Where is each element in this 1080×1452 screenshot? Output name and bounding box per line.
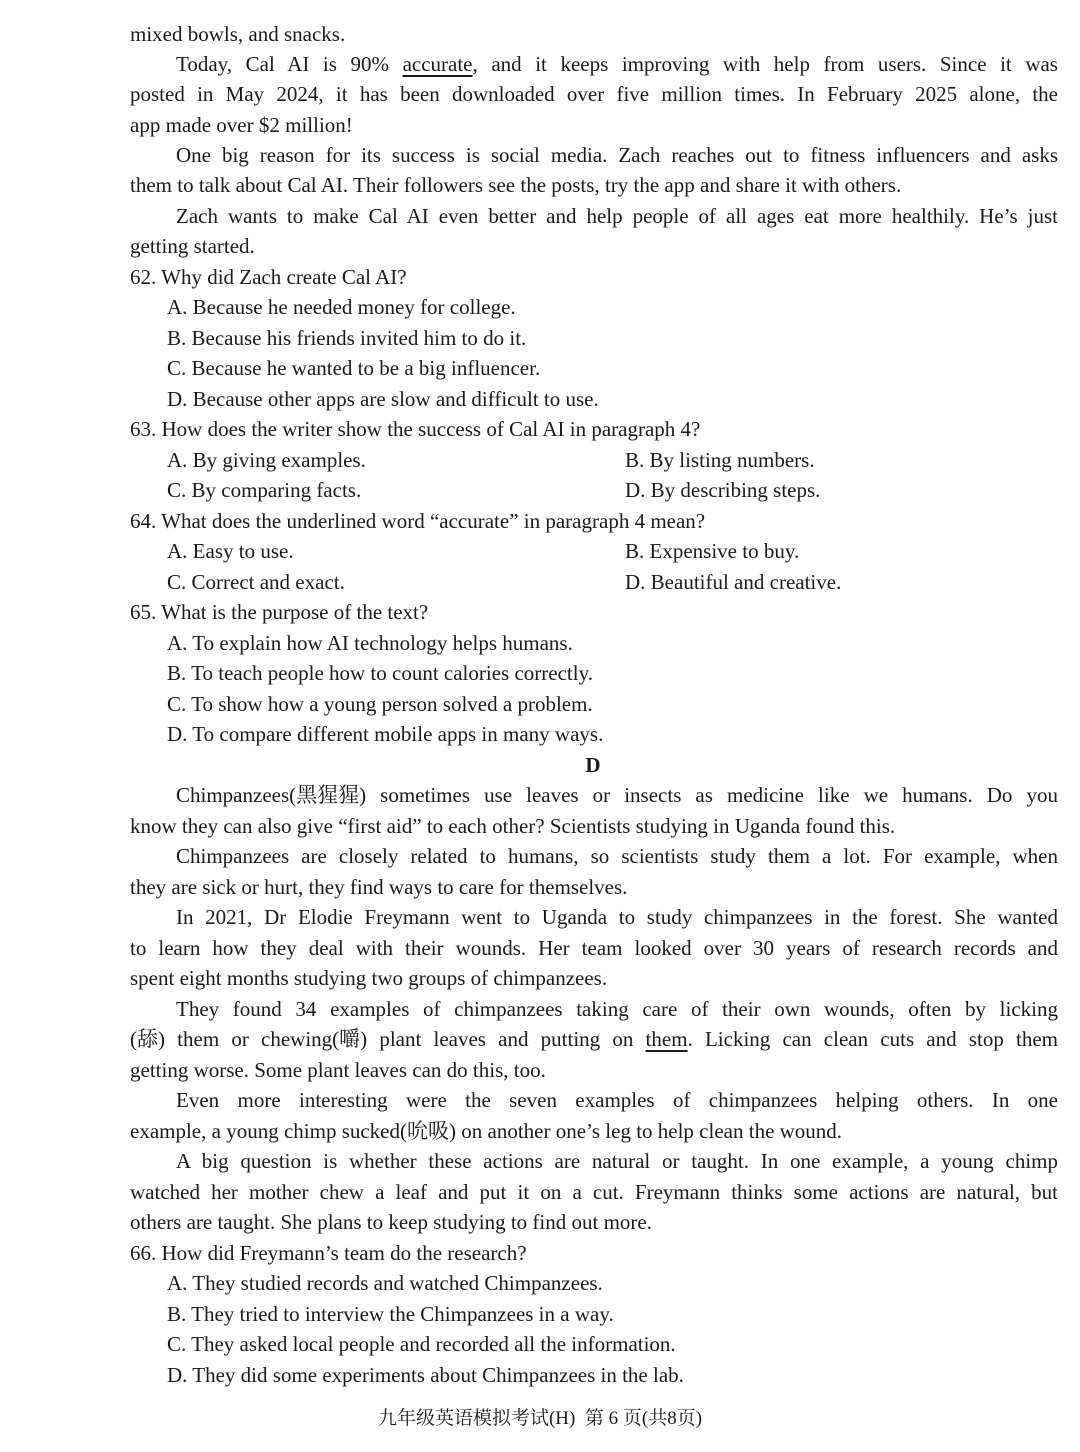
- page-footer: 九年级英语模拟考试(H) 第 6 页(共8页): [377, 1408, 703, 1429]
- text-run: (舔) them or chewing(嚼) plant leaves and putting on: [130, 1027, 646, 1051]
- passage-line: A big question is whether these actions are natural or taught. In one example, a young chimp: [176, 1149, 1058, 1173]
- passage-line: app made over $2 million!: [130, 113, 353, 137]
- passage-line: Chimpanzees(黑猩猩) sometimes use leaves or insects as medicine like we humans. Do you: [176, 783, 1058, 807]
- answer-option: B. By listing numbers.: [625, 448, 815, 472]
- answer-option: A. By giving examples.: [167, 448, 366, 472]
- answer-option: D. By describing steps.: [625, 478, 821, 502]
- answer-option: C. They asked local people and recorded all the information.: [167, 1332, 676, 1356]
- passage-line: spent eight months studying two groups of chimpanzees.: [130, 966, 608, 990]
- answer-option: D. They did some experiments about Chimpanzees in the lab.: [167, 1363, 684, 1387]
- text-run: . Licking can clean cuts and stop them: [687, 1027, 1058, 1051]
- question-stem: 66. How did Freymann’s team do the research?: [130, 1241, 527, 1265]
- passage-line: they are sick or hurt, they find ways to care for themselves.: [130, 875, 628, 899]
- passage-line: In 2021, Dr Elodie Freymann went to Uganda to study chimpanzees in the forest. She wanted: [176, 905, 1058, 929]
- answer-option: D. To compare different mobile apps in many ways.: [167, 722, 604, 746]
- answer-option: B. Expensive to buy.: [625, 539, 800, 563]
- passage-line: know they can also give “first aid” to each other? Scientists studying in Uganda found this.: [130, 814, 896, 838]
- answer-option: C. By comparing facts.: [167, 478, 362, 502]
- passage-line: others are taught. She plans to keep studying to find out more.: [130, 1210, 652, 1234]
- passage-line: them to talk about Cal AI. Their followers see the posts, try the app and share it with others.: [130, 173, 902, 197]
- passage-line: Even more interesting were the seven examples of chimpanzees helping others. In one: [176, 1088, 1058, 1112]
- passage-line: to learn how they deal with their wounds. Her team looked over 30 years of research records and: [130, 936, 1058, 960]
- underlined-word-them: them: [645, 1027, 688, 1051]
- question-stem: 63. How does the writer show the success of Cal AI in paragraph 4?: [130, 417, 701, 441]
- passage-line: Chimpanzees are closely related to humans, so scientists study them a lot. For example, when: [176, 844, 1058, 868]
- passage-line: [176, 50, 1058, 78]
- passage-line: Zach wants to make Cal AI even better and help people of all ages eat more healthily. He’s just: [176, 204, 1058, 228]
- text-run: Today, Cal AI is 90%: [176, 52, 403, 76]
- question-stem: 64. What does the underlined word “accurate” in paragraph 4 mean?: [130, 509, 706, 533]
- answer-option: D. Beautiful and creative.: [625, 570, 842, 594]
- answer-option: B. To teach people how to count calories correctly.: [167, 661, 593, 685]
- passage-line: watched her mother chew a leaf and put it on a cut. Freymann thinks some actions are natural, but: [130, 1180, 1058, 1204]
- answer-option: A. Easy to use.: [167, 539, 294, 563]
- passage-line: They found 34 examples of chimpanzees taking care of their own wounds, often by licking: [176, 997, 1058, 1021]
- answer-option: C. Correct and exact.: [167, 570, 345, 594]
- passage-line: [130, 1025, 1058, 1053]
- answer-option: D. Because other apps are slow and difficult to use.: [167, 387, 599, 411]
- passage-line: example, a young chimp sucked(吮吸) on another one’s leg to help clean the wound.: [130, 1119, 843, 1143]
- question-stem: 65. What is the purpose of the text?: [130, 600, 429, 624]
- passage-line: mixed bowls, and snacks.: [130, 22, 346, 46]
- passage-line: posted in May 2024, it has been downloaded over five million times. In February 2025 alone, the: [130, 82, 1058, 106]
- answer-option: B. They tried to interview the Chimpanzees in a way.: [167, 1302, 614, 1326]
- passage-line: getting worse. Some plant leaves can do this, too.: [130, 1058, 546, 1082]
- passage-line: getting started.: [130, 234, 255, 258]
- text-run: , and it keeps improving with help from users. Since it was: [472, 52, 1058, 76]
- answer-option: C. Because he wanted to be a big influencer.: [167, 356, 541, 380]
- underlined-word-accurate: accurate: [402, 52, 473, 76]
- answer-option: A. They studied records and watched Chimpanzees.: [167, 1271, 603, 1295]
- question-stem: 62. Why did Zach create Cal AI?: [130, 265, 407, 289]
- answer-option: A. To explain how AI technology helps humans.: [167, 631, 573, 655]
- section-heading: D: [585, 753, 601, 777]
- passage-line: One big reason for its success is social media. Zach reaches out to fitness influencers and asks: [176, 143, 1058, 167]
- answer-option: B. Because his friends invited him to do it.: [167, 326, 527, 350]
- answer-option: A. Because he needed money for college.: [167, 295, 516, 319]
- answer-option: C. To show how a young person solved a problem.: [167, 692, 593, 716]
